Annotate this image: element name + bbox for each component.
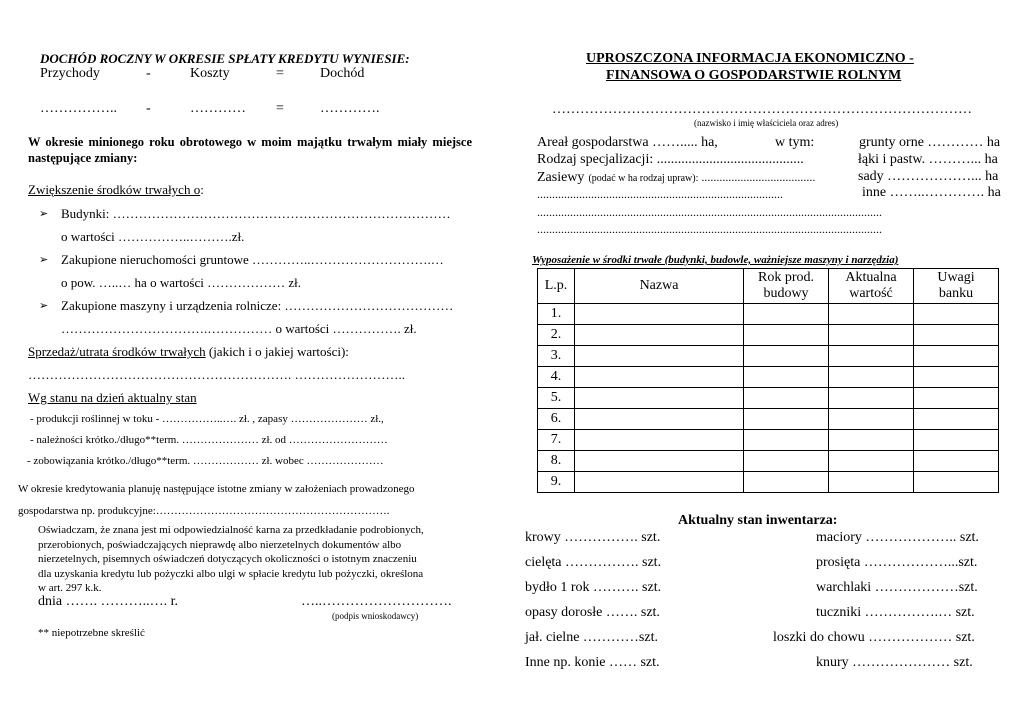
meadows-field[interactable]: łąki i pastw. ………... ha [858, 152, 998, 167]
signature-caption: (podpis wnioskodawcy) [332, 611, 419, 621]
table-header-name: Nazwa [575, 269, 744, 304]
dotted-line[interactable]: ................................................................................................................... [537, 222, 882, 236]
table-row: 1. [538, 304, 999, 325]
arable-land-field[interactable]: grunty orne ………… ha [859, 135, 1001, 150]
cattle-1-year-field[interactable]: bydło 1 rok ………. szt. [525, 580, 662, 595]
annual-income-title: DOCHÓD ROCZNY W OKRESIE SPŁATY KREDYTU WYNIESIE: [40, 51, 410, 66]
table-row: 8. [538, 451, 999, 472]
table-header-year: Rok prod. budowy [744, 269, 829, 304]
table-row: 6. [538, 409, 999, 430]
dotted-line[interactable]: ................................................................................................................... [537, 205, 882, 219]
owner-caption: (nazwisko i imię właściciela oraz adres) [694, 118, 839, 128]
sale-field[interactable]: ……………………………………………………. …………………….. [28, 367, 405, 382]
in-that-label: w tym: [775, 135, 815, 150]
form-title-line1: UPROSZCZONA INFORMACJA EKONOMICZNO - [586, 51, 914, 66]
table-row: 9. [538, 472, 999, 493]
machines-value-field[interactable]: …………………………….…………… o wartości ……………. zł. [61, 321, 417, 336]
crops-continuation-field[interactable]: .................................................................................. [537, 187, 783, 201]
minus-sign: - [146, 66, 151, 81]
equipment-table [537, 268, 999, 493]
bullet-arrow-icon: ➢ [39, 253, 49, 266]
cows-field[interactable]: krowy ……………. szt. [525, 530, 661, 545]
adult-fattening-field[interactable]: opasy dorosłe ……. szt. [525, 605, 660, 620]
calves-field[interactable]: cielęta ……………. szt. [525, 555, 662, 570]
profit-field[interactable]: …………. [320, 101, 380, 116]
table-header-value: Aktualna wartość [829, 269, 914, 304]
declaration-text: Oświadczam, że znana jest mi odpowiedzialność karna za przedkładanie podrobionych, przerobionych, poświadczających nieprawdę albo nierzetelnych dokumentów albo nierzetelnych, pisemnych oświadczeń dotyczących okoliczności o istotnym znaczeniu dla uzyskania kredytu lub pożyczki albo ulgi w spłacie kredytu lub pożyczki, określona w art. 297 k.k. [38, 524, 424, 595]
table-header-bank-notes: Uwagi banku [914, 269, 999, 304]
other-livestock-field[interactable]: Inne np. konie …… szt. [525, 655, 660, 670]
specialization-field[interactable]: Rodzaj specjalizacji: .......................................... [537, 152, 804, 167]
minus-sign-2: - [146, 101, 151, 116]
land-value-field[interactable]: o pow. …..… ha o wartości ……………… zł. [61, 275, 301, 290]
table-row: 3. [538, 346, 999, 367]
equals-sign: = [276, 66, 284, 81]
owner-field[interactable]: ……………………………………………………………………………… [552, 102, 972, 117]
weaners-field[interactable]: warchlaki ………………szt. [816, 580, 978, 595]
breeding-gilts-field[interactable]: loszki do chowu ……………… szt. [773, 630, 975, 645]
boars-field[interactable]: knury ………………… szt. [816, 655, 973, 670]
costs-label: Koszty [190, 66, 230, 81]
equals-sign-2: = [276, 101, 284, 116]
table-row: 4. [538, 367, 999, 388]
crop-production-field[interactable]: - produkcji roślinnej w toku - ……………..…. zł. , zapasy ………………… zł., [30, 413, 384, 425]
asset-changes-intro: W okresie minionego roku obrotowego w moim majątku trwałym miały miejsce następujące zmiany: [28, 135, 472, 165]
income-field[interactable]: …………….. [40, 101, 117, 116]
income-label: Przychody [40, 66, 100, 81]
bullet-arrow-icon: ➢ [39, 207, 49, 220]
bullet-arrow-icon: ➢ [39, 299, 49, 312]
orchards-field[interactable]: sady ………………... ha [858, 169, 999, 184]
farm-area-field[interactable]: Areał gospodarstwa ……..... ha, [537, 135, 718, 150]
table-row: 7. [538, 430, 999, 451]
profit-label: Dochód [320, 66, 365, 81]
sale-heading: Sprzedaż/utrata środków trwałych (jakich i o jakiej wartości): [28, 344, 349, 359]
land-field[interactable]: Zakupione nieruchomości gruntowe …………..……………………….… [61, 252, 444, 267]
buildings-field[interactable]: Budynki: …………………………………………………………………… [61, 206, 451, 221]
table-row: 2. [538, 325, 999, 346]
table-header-lp: L.p. [538, 269, 575, 304]
planned-changes-text: W okresie kredytowania planuję następujące istotne zmiany w założeniach prowadzonego [18, 483, 415, 495]
equipment-title: Wyposażenie w środki trwałe (budynki, budowle, ważniejsze maszyny i narzędzia) [532, 254, 899, 266]
footnote: ** niepotrzebne skreślić [38, 627, 145, 639]
planned-changes-field[interactable]: gospodarstwa np. produkcyjne:………………………………………………………. [18, 505, 390, 517]
receivables-field[interactable]: - należności krótko./długo**term. ………………… zł. od ……………………… [30, 434, 388, 446]
other-land-field[interactable]: inne ……..…………. ha [862, 185, 1001, 200]
piglets-field[interactable]: prosięta ………………...szt. [816, 555, 978, 570]
costs-field[interactable]: ………… [190, 101, 246, 116]
livestock-title: Aktualny stan inwentarza: [678, 513, 838, 528]
current-state-heading: Wg stanu na dzień aktualny stan [28, 390, 197, 405]
date-field[interactable]: dnia ……. ………..…. r. [38, 594, 178, 609]
sows-field[interactable]: maciory ……………….. szt. [816, 530, 979, 545]
table-row: 5. [538, 388, 999, 409]
form-title-line2: FINANSOWA O GOSPODARSTWIE ROLNYM [606, 68, 902, 83]
fatteners-field[interactable]: tuczniki …………….… szt. [816, 605, 975, 620]
buildings-value-field[interactable]: o wartości ……………..……….zł. [61, 229, 245, 244]
pregnant-heifers-field[interactable]: jał. cielne …………szt. [525, 630, 658, 645]
signature-field[interactable]: …..………………………. [301, 594, 452, 609]
increase-heading: Zwiększenie środków trwałych o: [28, 182, 204, 197]
liabilities-field[interactable]: - zobowiązania krótko./długo**term. ……………… zł. wobec ………………… [27, 455, 384, 467]
machines-field[interactable]: Zakupione maszyny i urządzenia rolnicze: ………………………………… [61, 298, 454, 313]
crops-field[interactable]: Zasiewy (podać w ha rodzaj upraw): ...................................... [537, 170, 816, 185]
